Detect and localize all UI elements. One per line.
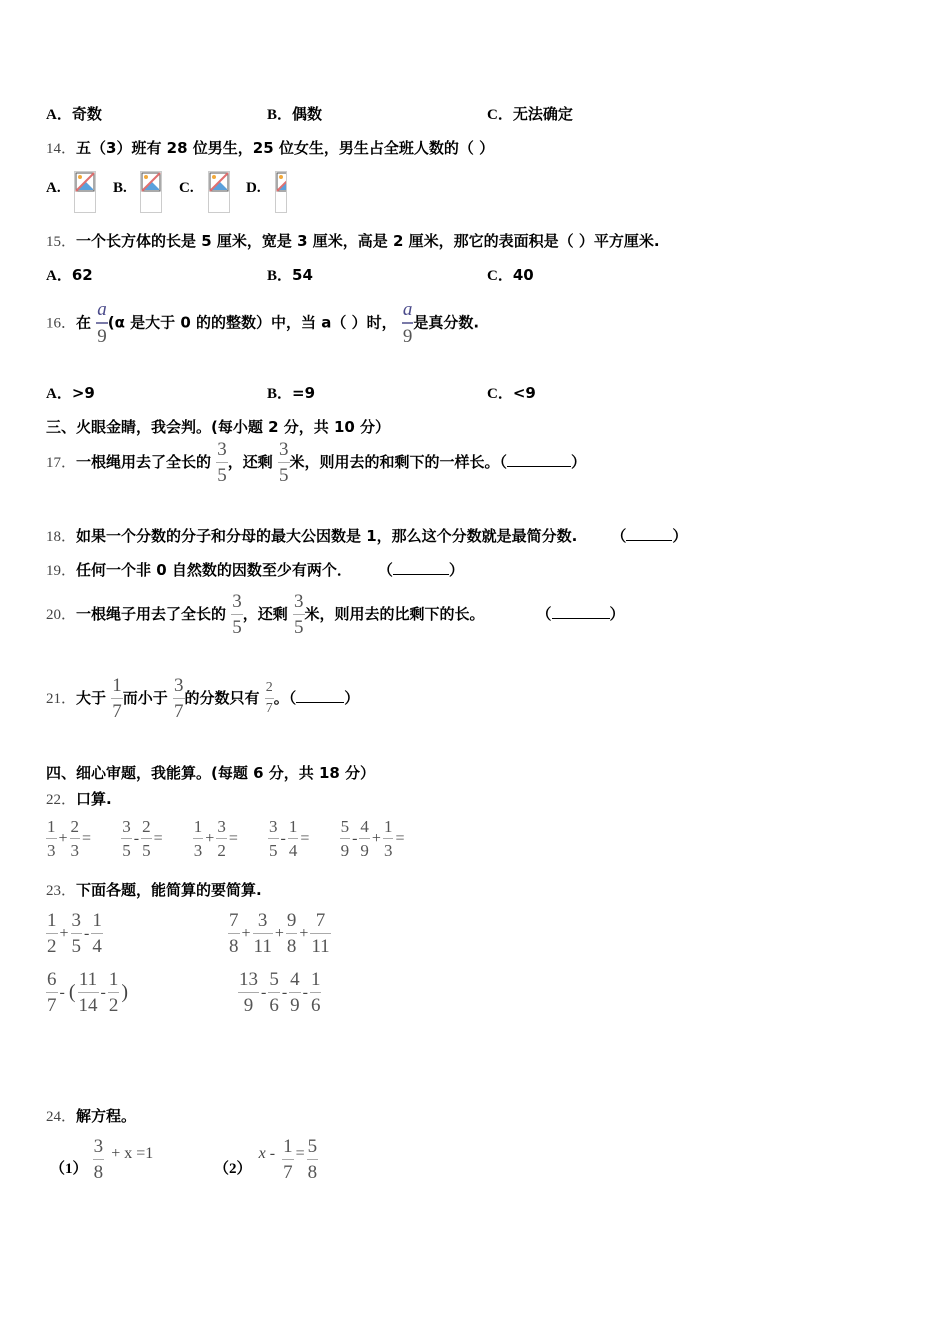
equals: = — [295, 1144, 305, 1162]
fraction — [383, 818, 394, 859]
q23-expression-2 — [228, 911, 331, 956]
q16-option-c — [487, 382, 536, 403]
numerator: 5 — [269, 969, 279, 990]
fraction — [111, 676, 123, 721]
equals: = — [228, 829, 238, 847]
option-a-label: A. — [46, 180, 61, 196]
equation-label: （1） — [50, 1161, 88, 1177]
operator: + — [241, 924, 251, 942]
equation-rest: + x =1 — [111, 1144, 154, 1162]
denominator: 11 — [253, 936, 272, 957]
question-text: 。（ — [273, 689, 297, 707]
option-text: <9 — [512, 384, 536, 402]
question-text: 米，则用去的和剩下的一样长。（ — [289, 453, 508, 471]
right-paren: ) — [121, 981, 128, 1003]
numerator: a — [97, 299, 107, 320]
operator: - — [100, 983, 106, 1001]
question-number: 24． — [46, 1109, 77, 1125]
numerator: 1 — [108, 969, 119, 990]
denominator: 5 — [269, 841, 278, 860]
fraction — [141, 818, 152, 859]
fraction — [46, 911, 58, 956]
numerator: 6 — [47, 969, 57, 990]
denominator: 2 — [108, 995, 119, 1016]
operator: - — [302, 983, 308, 1001]
fraction — [265, 681, 274, 716]
numerator: 1 — [283, 1136, 293, 1157]
answer-blank[interactable] — [393, 562, 449, 575]
numerator: 3 — [294, 591, 304, 612]
numerator: 3 — [217, 817, 226, 836]
question-number: 22． — [46, 792, 77, 808]
numerator: 4 — [360, 817, 369, 836]
numerator: a — [402, 299, 413, 320]
left-paren: ( — [68, 981, 76, 1003]
denominator: 4 — [92, 936, 102, 957]
denominator: 5 — [279, 465, 289, 486]
question-18 — [46, 525, 687, 546]
q13-option-c — [487, 103, 573, 124]
expression-3 — [193, 817, 245, 860]
question-text: 口算. — [76, 790, 112, 808]
question-text: 一根绳用去了全长的 — [76, 453, 212, 471]
section-4-title: 四、细心审题，我能算。(每题 6 分，共 18 分） — [46, 764, 376, 782]
q23-expression-4 — [238, 970, 321, 1015]
question-21 — [46, 676, 359, 721]
denominator: 14 — [78, 995, 98, 1016]
numerator: 3 — [174, 675, 184, 696]
numerator: 3 — [232, 591, 242, 612]
denominator: 7 — [112, 701, 122, 722]
option-text: 54 — [292, 266, 313, 284]
q16-option-b — [267, 382, 315, 403]
denominator: 5 — [232, 617, 242, 638]
option-text: 奇数 — [71, 105, 102, 123]
denominator: 7 — [265, 701, 273, 716]
question-text: 解方程。 — [76, 1107, 137, 1125]
q23-expression-3 — [46, 970, 130, 1015]
question-text: 下面各题，能简算的要简算. — [76, 881, 262, 899]
broken-image-icon — [275, 171, 287, 213]
denominator: 9 — [97, 326, 107, 347]
numerator: 1 — [310, 969, 321, 990]
numerator: 9 — [286, 910, 297, 931]
denominator: 3 — [383, 841, 393, 860]
answer-blank[interactable] — [552, 606, 610, 619]
question-text: 的分数只有 — [184, 689, 260, 707]
denominator: 5 — [142, 841, 151, 860]
equals: = — [82, 829, 92, 847]
question-number: 20． — [46, 607, 77, 623]
numerator: 3 — [269, 817, 278, 836]
numerator: 1 — [383, 817, 393, 836]
operator: - — [261, 983, 267, 1001]
question-15 — [46, 230, 660, 251]
denominator: 6 — [310, 995, 321, 1016]
fraction — [216, 440, 228, 485]
equals: = — [300, 829, 310, 847]
numerator: 7 — [315, 910, 326, 931]
numerator: 3 — [71, 910, 82, 931]
denominator: 7 — [47, 995, 57, 1016]
denominator: 9 — [360, 841, 369, 860]
question-22 — [46, 788, 112, 809]
numerator: 13 — [239, 969, 258, 990]
denominator: 2 — [217, 841, 226, 860]
numerator: 3 — [122, 817, 131, 836]
answer-blank[interactable] — [626, 528, 672, 541]
q23-expression-1 — [46, 911, 103, 956]
denominator: 9 — [402, 326, 413, 347]
denominator: 3 — [193, 841, 203, 860]
operator: + — [371, 829, 381, 847]
fraction — [286, 911, 298, 956]
denominator: 8 — [286, 936, 297, 957]
numerator: 2 — [142, 817, 151, 836]
paren: ） — [609, 605, 625, 623]
fraction — [307, 1137, 319, 1182]
option-text: >9 — [71, 384, 95, 402]
option-text: 62 — [71, 266, 93, 284]
option-label: A． — [46, 268, 72, 284]
denominator: 9 — [290, 995, 300, 1016]
expression-4 — [268, 817, 316, 860]
operator: + — [58, 829, 68, 847]
fraction — [268, 818, 279, 859]
question-text: (α 是大于 0 的的整数）中，当 a（ ）时， — [107, 313, 397, 332]
option-label: A． — [46, 386, 72, 402]
numerator: 5 — [307, 1136, 318, 1157]
q13-option-a — [46, 103, 102, 124]
numerator: 2 — [265, 680, 273, 695]
operator: - — [84, 924, 90, 942]
question-text: 一个长方体的长是 5 厘米，宽是 3 厘米，高是 2 厘米，那它的表面积是（ ）平方厘米. — [76, 232, 660, 250]
numerator: 1 — [112, 675, 122, 696]
numerator: 3 — [217, 439, 227, 460]
equals: = — [395, 829, 405, 847]
option-text: =9 — [292, 384, 316, 402]
paren: （ — [611, 527, 627, 545]
numerator: 1 — [47, 910, 57, 931]
denominator: 6 — [269, 995, 279, 1016]
question-16 — [46, 300, 479, 346]
paren: ） — [448, 561, 464, 579]
numerator: 1 — [47, 817, 56, 836]
fraction — [268, 970, 280, 1015]
question-14 — [46, 137, 494, 158]
broken-image-icon — [208, 171, 230, 213]
denominator: 7 — [283, 1162, 293, 1183]
fraction — [46, 970, 58, 1015]
operator: + — [59, 924, 69, 942]
fraction — [216, 818, 227, 859]
numerator: 1 — [92, 910, 102, 931]
section-3-title: 三、火眼金睛，我会判。(每小题 2 分，共 10 分） — [46, 418, 391, 436]
option-text: 无法确定 — [512, 105, 573, 123]
option-label: B． — [267, 386, 293, 402]
fraction — [71, 911, 83, 956]
numerator: 1 — [193, 817, 203, 836]
question-23 — [46, 879, 262, 900]
answer-blank[interactable] — [296, 690, 344, 703]
expression-1 — [46, 817, 98, 860]
question-number: 16． — [46, 315, 77, 332]
option-label: C． — [487, 268, 513, 284]
fraction — [340, 818, 351, 859]
fraction — [289, 970, 301, 1015]
question-number: 23． — [46, 883, 77, 899]
question-text: 五（3）班有 28 位男生，25 位女生，男生占全班人数的（ ） — [76, 139, 495, 157]
fraction — [91, 911, 103, 956]
q24-equation-1 — [50, 1137, 155, 1182]
denominator: 11 — [311, 936, 330, 957]
question-text: ，还剩 — [242, 605, 288, 623]
fraction — [108, 970, 120, 1015]
denominator: 8 — [229, 936, 239, 957]
denominator: 5 — [122, 841, 131, 860]
fraction — [173, 676, 185, 721]
fraction — [93, 1137, 105, 1182]
paren: （ — [377, 561, 393, 579]
option-c-label: C. — [179, 180, 194, 196]
denominator: 9 — [243, 995, 254, 1016]
q15-option-c — [487, 264, 534, 285]
denominator: 7 — [174, 701, 184, 722]
question-20 — [46, 592, 625, 637]
fraction — [193, 818, 204, 859]
numerator: 4 — [290, 969, 300, 990]
denominator: 9 — [340, 841, 350, 860]
question-19 — [46, 559, 464, 580]
question-24 — [46, 1105, 136, 1126]
numerator: 3 — [257, 910, 268, 931]
denominator: 5 — [71, 936, 82, 957]
question-text: 一根绳子用去了全长的 — [76, 605, 227, 623]
paren: ） — [344, 689, 360, 707]
numerator: 7 — [229, 910, 239, 931]
denominator: 8 — [93, 1162, 104, 1183]
broken-image-icon — [140, 171, 162, 213]
question-text: 是真分数. — [413, 313, 480, 332]
expression-2 — [121, 817, 169, 860]
denominator: 2 — [47, 936, 57, 957]
fraction — [78, 970, 99, 1015]
operator: - — [280, 829, 286, 847]
option-d-label: D. — [246, 180, 261, 196]
fraction — [70, 818, 81, 859]
fraction — [402, 300, 414, 346]
denominator: 4 — [288, 841, 298, 860]
denominator: 3 — [70, 841, 80, 860]
q15-option-a — [46, 264, 93, 285]
operator: - — [133, 829, 140, 847]
numerator: 11 — [78, 969, 98, 990]
question-text: 在 — [76, 313, 92, 332]
equals: = — [153, 829, 163, 847]
operator: + — [274, 924, 284, 942]
fraction — [253, 911, 273, 956]
question-number: 18． — [46, 529, 77, 545]
option-label: B． — [267, 107, 293, 123]
fraction — [282, 1137, 294, 1182]
question-number: 21． — [46, 691, 77, 707]
variable-x: x - — [258, 1144, 276, 1162]
question-text: 而小于 — [122, 689, 168, 707]
broken-image-icon — [74, 171, 96, 213]
paren: ） — [672, 527, 688, 545]
operator: + — [299, 924, 309, 942]
fraction — [310, 911, 330, 956]
fraction — [121, 818, 132, 859]
operator: - — [352, 829, 358, 847]
numerator: 5 — [340, 817, 350, 836]
option-b-label: B. — [113, 180, 127, 196]
denominator: 5 — [217, 465, 227, 486]
option-label: B． — [267, 268, 293, 284]
fraction — [278, 440, 290, 485]
q22-expressions — [46, 818, 406, 859]
q24-equation-2 — [214, 1137, 318, 1182]
denominator: 5 — [294, 617, 304, 638]
operator: - — [59, 983, 65, 1001]
expression-5 — [340, 817, 407, 860]
question-number: 14． — [46, 141, 77, 157]
paren: （ — [536, 605, 552, 623]
fraction — [238, 970, 259, 1015]
question-number: 17． — [46, 455, 77, 471]
numerator: 3 — [279, 439, 289, 460]
option-text: 40 — [512, 266, 534, 284]
operator: - — [281, 983, 288, 1001]
fraction — [293, 592, 305, 637]
q13-option-b — [267, 103, 322, 124]
question-number: 19． — [46, 563, 77, 579]
operator: + — [205, 829, 215, 847]
fraction — [359, 818, 370, 859]
option-label: A． — [46, 107, 72, 123]
question-number: 15． — [46, 234, 77, 250]
denominator: 3 — [47, 841, 56, 860]
question-text: 如果一个分数的分子和分母的最大公因数是 1，那么这个分数就是最简分数. — [76, 527, 578, 545]
answer-blank[interactable] — [507, 454, 571, 467]
fraction — [231, 592, 243, 637]
paren: ） — [571, 453, 587, 471]
fraction — [96, 300, 108, 346]
numerator: 1 — [288, 817, 298, 836]
option-label: C． — [487, 107, 513, 123]
q16-option-a — [46, 382, 95, 403]
denominator: 8 — [307, 1162, 318, 1183]
fraction — [228, 911, 240, 956]
question-text: 米，则用去的比剩下的长。 — [304, 605, 485, 623]
question-text: ，还剩 — [227, 453, 273, 471]
fraction — [288, 818, 299, 859]
numerator: 3 — [93, 1136, 104, 1157]
option-label: C． — [487, 386, 513, 402]
equation-label: （2） — [214, 1161, 252, 1177]
q15-option-b — [267, 264, 313, 285]
option-text: 偶数 — [292, 105, 323, 123]
question-17 — [46, 440, 586, 485]
fraction — [310, 970, 322, 1015]
numerator: 2 — [70, 817, 80, 836]
question-text: 任何一个非 0 自然数的因数至少有两个． — [76, 561, 352, 579]
fraction — [46, 818, 57, 859]
question-text: 大于 — [76, 689, 107, 707]
